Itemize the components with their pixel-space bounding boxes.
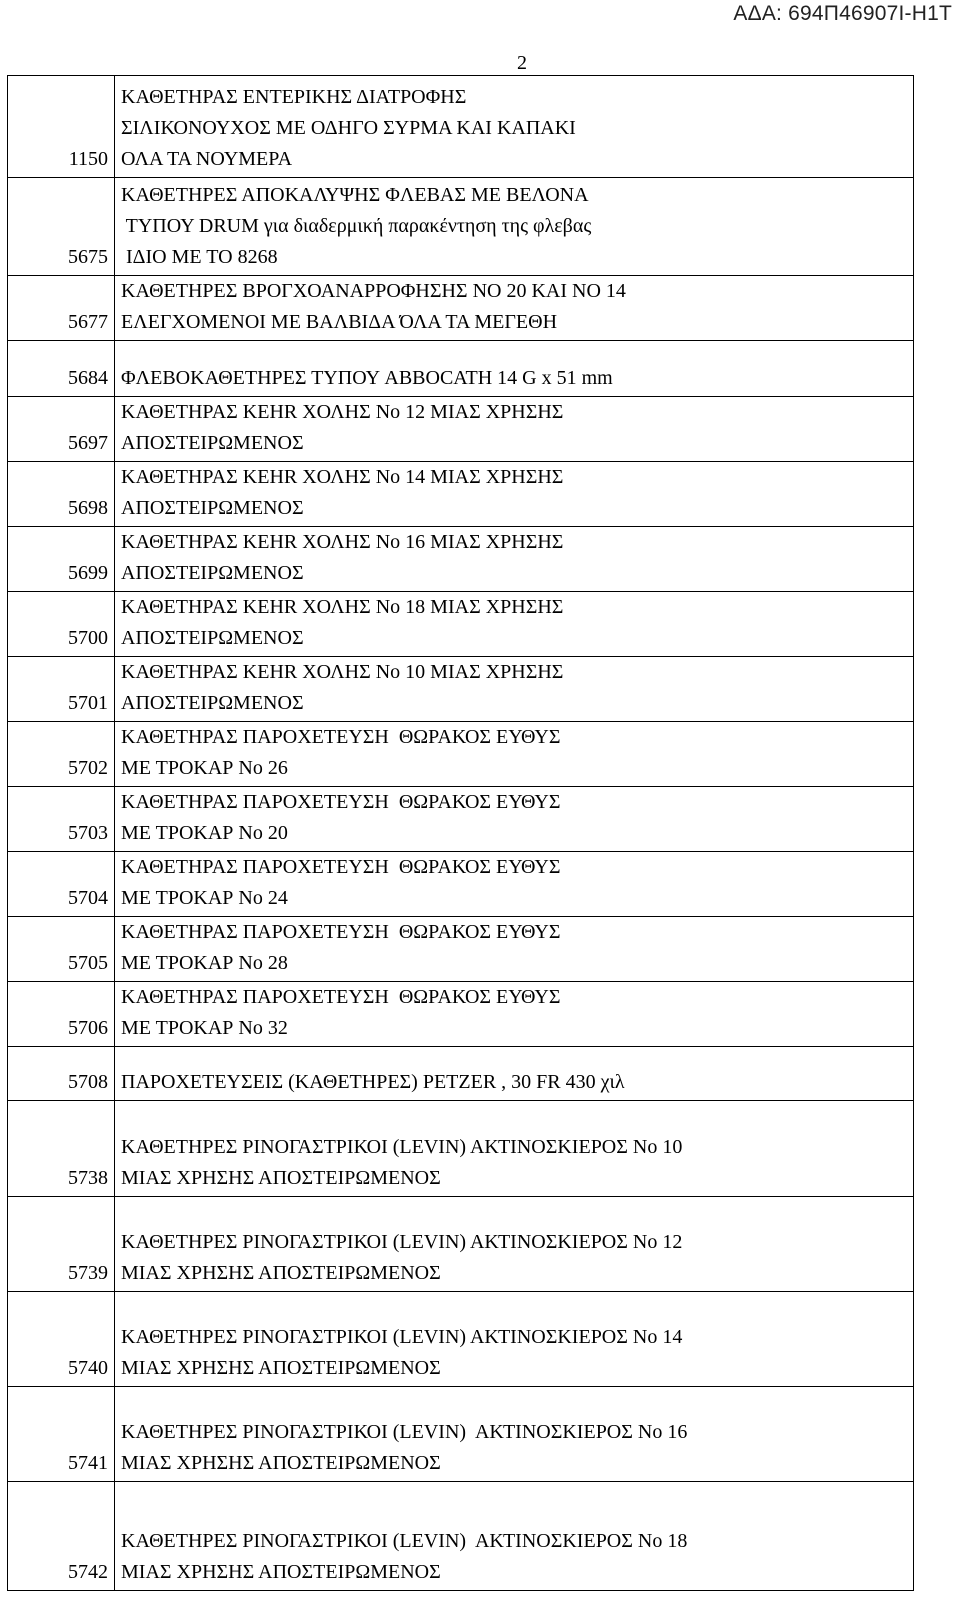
description-line: ΚΑΘΕΤΗΡΑΣ ΚΕΗR ΧΟΛΗΣ Νο 12 ΜΙΑΣ ΧΡΗΣΗΣ (121, 401, 564, 423)
table-row (8, 1482, 914, 1591)
item-code: 5684 (8, 341, 115, 397)
description-line: ΚΑΘΕΤΗΡΑΣ ΠΑΡΟΧΕΤΕΥΣΗ ΘΩΡΑΚΟΣ ΕΥΘΥΣ (121, 726, 561, 748)
table-row (8, 1197, 914, 1292)
description-line: ΚΑΘΕΤΗΡΕΣ ΡΙΝΟΓΑΣΤΡΙΚΟΙ (LEVIN) ΑΚΤΙΝΟΣΚΙΕΡΟΣ Νο 10 (121, 1136, 683, 1158)
table-row (8, 462, 914, 527)
description-line: ΚΑΘΕΤΗΡΑΣ ΚΕΗR ΧΟΛΗΣ Νο 16 ΜΙΑΣ ΧΡΗΣΗΣ (121, 531, 564, 553)
description-line: ΚΑΘΕΤΗΡΑΣ ΠΑΡΟΧΕΤΕΥΣΗ ΘΩΡΑΚΟΣ ΕΥΘΥΣ (121, 986, 561, 1008)
table-row (8, 592, 914, 657)
description-line: ΚΑΘΕΤΗΡΑΣ ΚΕΗR ΧΟΛΗΣ Νο 14 ΜΙΑΣ ΧΡΗΣΗΣ (121, 466, 564, 488)
item-code: 5705 (8, 917, 115, 982)
table-row (8, 1101, 914, 1197)
item-description (115, 397, 914, 462)
description-line: ΜΙΑΣ ΧΡΗΣΗΣ ΑΠΟΣΤΕΙΡΩΜΕΝΟΣ (121, 1167, 441, 1189)
description-line: ΑΠΟΣΤΕΙΡΩΜΕΝΟΣ (121, 692, 304, 714)
item-description (115, 657, 914, 722)
item-description (115, 76, 914, 178)
item-description (115, 1047, 914, 1101)
page-number: 2 (517, 52, 527, 74)
item-code: 5742 (8, 1482, 115, 1591)
description-line: ΑΠΟΣΤΕΙΡΩΜΕΝΟΣ (121, 497, 304, 519)
table-row (8, 397, 914, 462)
description-line: ΣΙΛΙΚΟΝΟΥΧΟΣ ΜΕ ΟΔΗΓΟ ΣΥΡΜΑ ΚΑΙ ΚΑΠΑΚΙ (121, 117, 576, 139)
item-description (115, 341, 914, 397)
item-description (115, 1387, 914, 1482)
item-description (115, 592, 914, 657)
item-code: 5708 (8, 1047, 115, 1101)
item-description (115, 1101, 914, 1197)
description-line: ΚΑΘΕΤΗΡΑΣ ΠΑΡΟΧΕΤΕΥΣΗ ΘΩΡΑΚΟΣ ΕΥΘΥΣ (121, 791, 561, 813)
table-row (8, 76, 914, 178)
table-row (8, 852, 914, 917)
description-line: ΤΥΠΟΥ DRUM για διαδερμική παρακέντηση της φλεβας (121, 215, 592, 237)
table-row (8, 178, 914, 276)
item-description (115, 527, 914, 592)
table-row (8, 527, 914, 592)
item-code: 5677 (8, 276, 115, 341)
description-line: ΜΙΑΣ ΧΡΗΣΗΣ ΑΠΟΣΤΕΙΡΩΜΕΝΟΣ (121, 1561, 441, 1583)
description-line: ΚΑΘΕΤΗΡΑΣ ΚΕΗR ΧΟΛΗΣ Νο 18 ΜΙΑΣ ΧΡΗΣΗΣ (121, 596, 564, 618)
description-line: ΜΕ ΤΡΟΚΑΡ Νο 28 (121, 952, 288, 974)
ada-identifier: ΑΔΑ: 694Π46907Ι-Η1Τ (733, 2, 952, 25)
table-row (8, 1387, 914, 1482)
item-description (115, 982, 914, 1047)
item-code: 5697 (8, 397, 115, 462)
description-line: ΚΑΘΕΤΗΡΕΣ ΒΡΟΓΧΟΑΝΑΡΡΟΦΗΣΗΣ ΝΟ 20 ΚΑΙ ΝΟ 14 (121, 280, 626, 302)
item-description (115, 1197, 914, 1292)
description-line: ΚΑΘΕΤΗΡΕΣ ΡΙΝΟΓΑΣΤΡΙΚΟΙ (LEVIN) ΑΚΤΙΝΟΣΚΙΕΡΟΣ Νο 14 (121, 1326, 683, 1348)
table-row (8, 1292, 914, 1387)
table-row (8, 917, 914, 982)
item-code: 5699 (8, 527, 115, 592)
description-line: ΠΑΡΟΧΕΤΕΥΣΕΙΣ (ΚΑΘΕΤΗΡΕΣ) PETZER , 30 FR 430 χιλ (121, 1071, 625, 1093)
item-description (115, 462, 914, 527)
item-code: 5701 (8, 657, 115, 722)
item-description (115, 722, 914, 787)
item-description (115, 276, 914, 341)
description-line: ΑΠΟΣΤΕΙΡΩΜΕΝΟΣ (121, 627, 304, 649)
table-row (8, 341, 914, 397)
description-line: ΑΠΟΣΤΕΙΡΩΜΕΝΟΣ (121, 562, 304, 584)
description-line: ΜΙΑΣ ΧΡΗΣΗΣ ΑΠΟΣΤΕΙΡΩΜΕΝΟΣ (121, 1452, 441, 1474)
item-code: 5739 (8, 1197, 115, 1292)
item-description (115, 852, 914, 917)
item-code: 5741 (8, 1387, 115, 1482)
item-code: 5703 (8, 787, 115, 852)
item-code: 5740 (8, 1292, 115, 1387)
item-description (115, 178, 914, 276)
item-code: 5702 (8, 722, 115, 787)
item-code: 5706 (8, 982, 115, 1047)
table-row (8, 657, 914, 722)
description-line: ΦΛΕΒΟΚΑΘΕΤΗΡΕΣ ΤΥΠΟΥ ABBOCATH 14 G x 51 mm (121, 367, 613, 389)
description-line: ΟΛΑ ΤΑ ΝΟΥΜΕΡΑ (121, 148, 293, 170)
description-line: ΜΕ ΤΡΟΚΑΡ Νο 24 (121, 887, 288, 909)
item-code: 5698 (8, 462, 115, 527)
catheter-items-table (7, 75, 914, 1591)
item-description (115, 1292, 914, 1387)
table-row (8, 722, 914, 787)
item-code: 1150 (8, 76, 115, 178)
table-row (8, 787, 914, 852)
table-row (8, 982, 914, 1047)
description-line: ΚΑΘΕΤΗΡΑΣ ΚΕΗR ΧΟΛΗΣ Νο 10 ΜΙΑΣ ΧΡΗΣΗΣ (121, 661, 564, 683)
item-description (115, 917, 914, 982)
table-body (8, 76, 914, 1591)
item-code: 5700 (8, 592, 115, 657)
item-code: 5704 (8, 852, 115, 917)
description-line: ΜΙΑΣ ΧΡΗΣΗΣ ΑΠΟΣΤΕΙΡΩΜΕΝΟΣ (121, 1357, 441, 1379)
item-description (115, 1482, 914, 1591)
item-code: 5738 (8, 1101, 115, 1197)
table-row (8, 1047, 914, 1101)
item-code: 5675 (8, 178, 115, 276)
table-row (8, 276, 914, 341)
description-line: ΚΑΘΕΤΗΡΕΣ ΑΠΟΚΑΛΥΨΗΣ ΦΛΕΒΑΣ ΜΕ ΒΕΛΟΝΑ (121, 184, 589, 206)
description-line: ΚΑΘΕΤΗΡΕΣ ΡΙΝΟΓΑΣΤΡΙΚΟΙ (LEVIN) ΑΚΤΙΝΟΣΚΙΕΡΟΣ Νο 18 (121, 1530, 688, 1552)
description-line: ΚΑΘΕΤΗΡΑΣ ΠΑΡΟΧΕΤΕΥΣΗ ΘΩΡΑΚΟΣ ΕΥΘΥΣ (121, 856, 561, 878)
description-line: ΜΕ ΤΡΟΚΑΡ Νο 32 (121, 1017, 288, 1039)
description-line: ΜΙΑΣ ΧΡΗΣΗΣ ΑΠΟΣΤΕΙΡΩΜΕΝΟΣ (121, 1262, 441, 1284)
description-line: ΚΑΘΕΤΗΡΑΣ ΕΝΤΕΡΙΚΗΣ ΔΙΑΤΡΟΦΗΣ (121, 86, 467, 108)
item-description (115, 787, 914, 852)
description-line: ΚΑΘΕΤΗΡΕΣ ΡΙΝΟΓΑΣΤΡΙΚΟΙ (LEVIN) ΑΚΤΙΝΟΣΚΙΕΡΟΣ Νο 12 (121, 1231, 683, 1253)
description-line: ΕΛΕΓΧΟΜΕΝΟΙ ΜΕ ΒΑΛΒΙΔΑ ΌΛΑ ΤΑ ΜΕΓΕΘΗ (121, 311, 558, 333)
description-line: ΚΑΘΕΤΗΡΑΣ ΠΑΡΟΧΕΤΕΥΣΗ ΘΩΡΑΚΟΣ ΕΥΘΥΣ (121, 921, 561, 943)
description-line: ΙΔΙΟ ΜΕ ΤΟ 8268 (121, 246, 278, 268)
description-line: ΑΠΟΣΤΕΙΡΩΜΕΝΟΣ (121, 432, 304, 454)
description-line: ΚΑΘΕΤΗΡΕΣ ΡΙΝΟΓΑΣΤΡΙΚΟΙ (LEVIN) ΑΚΤΙΝΟΣΚΙΕΡΟΣ Νο 16 (121, 1421, 688, 1443)
description-line: ΜΕ ΤΡΟΚΑΡ Νο 26 (121, 757, 288, 779)
description-line: ΜΕ ΤΡΟΚΑΡ Νο 20 (121, 822, 288, 844)
